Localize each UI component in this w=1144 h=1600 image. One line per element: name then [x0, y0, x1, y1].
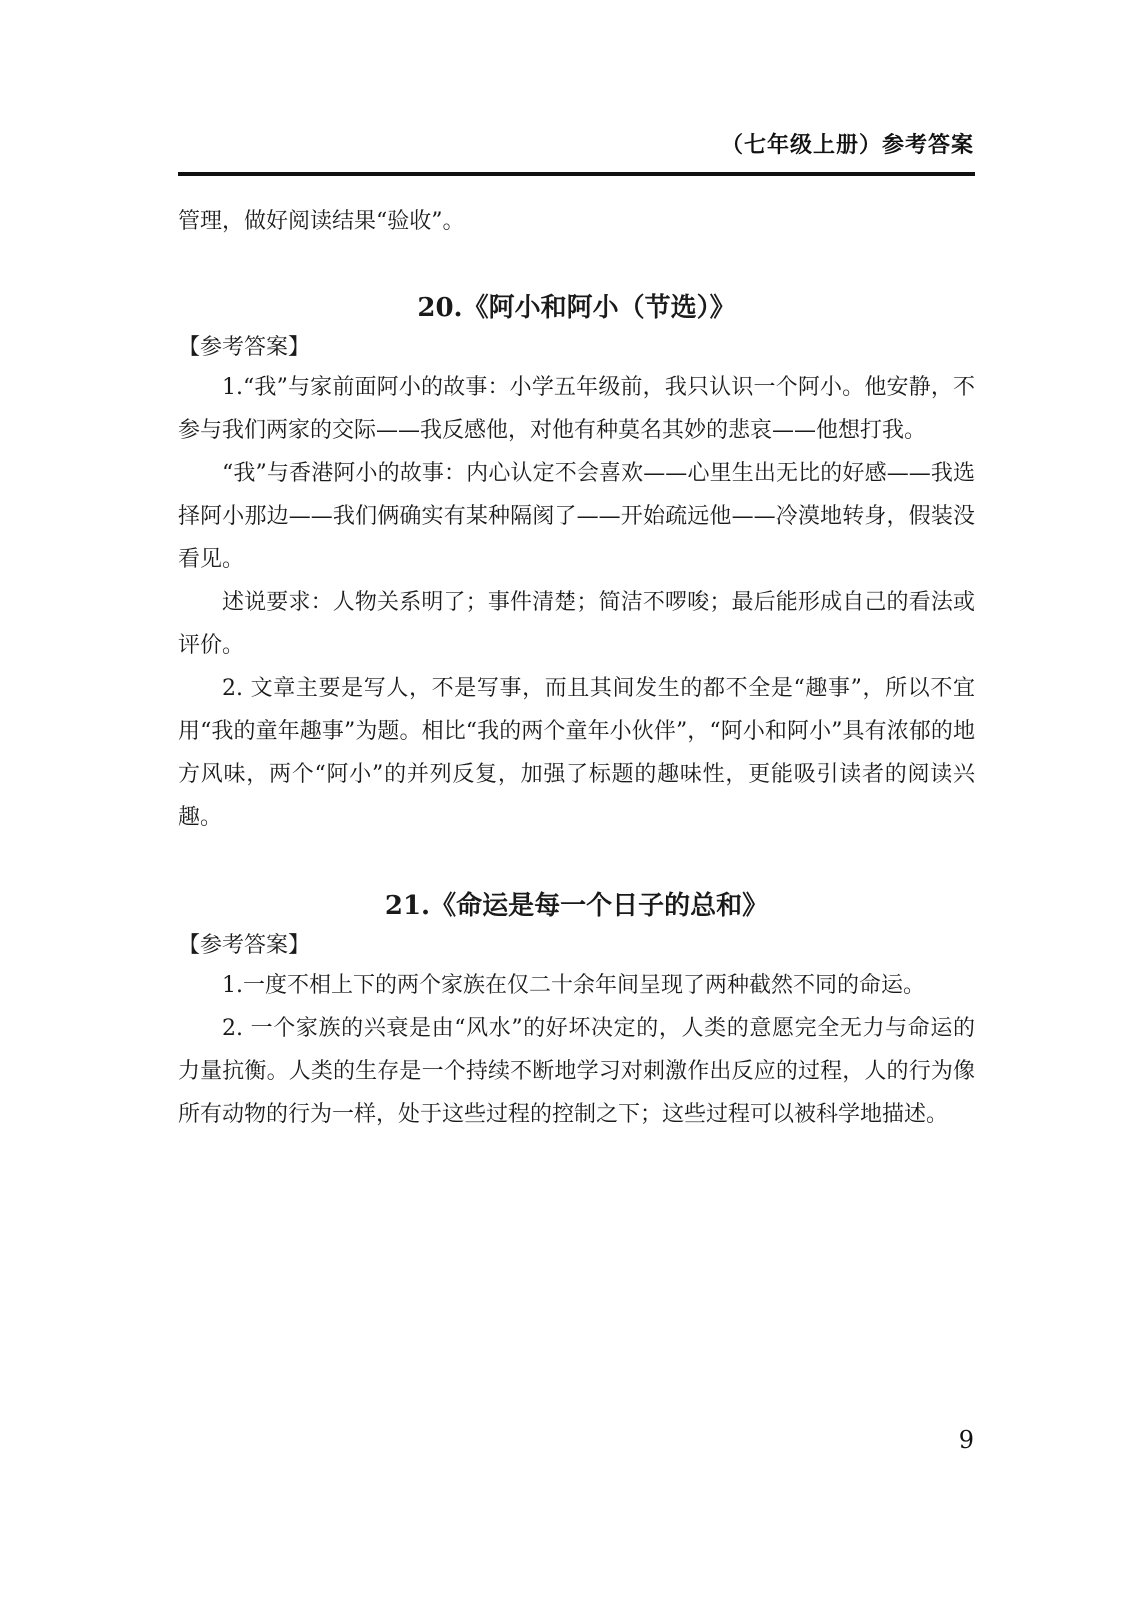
answer-paragraph: 述说要求：人物关系明了；事件清楚；简洁不啰唆；最后能形成自己的看法或评价。 [178, 590, 975, 658]
page-content [178, 200, 975, 1136]
answer-paragraph: “我”与香港阿小的故事：内心认定不会喜欢——心里生出无比的好感——我选择阿小那边——我们俩确实有某种隔阂了——开始疏远他——冷漠地转身，假装没看见。 [178, 461, 975, 572]
section-title: 21.《命运是每一个日子的总和》 [384, 891, 769, 921]
section-20 [178, 287, 975, 839]
section-title: 20.《阿小和阿小（节选）》 [417, 293, 736, 323]
answer-paragraph: 2. 文章主要是写人，不是写事，而且其间发生的都不全是“趣事”，所以不宜用“我的童年趣事”为题。相比“我的两个童年小伙伴”，“阿小和阿小”具有浓郁的地方风味，两个“阿小”的并列反复，加强了标题的趣味性，更能吸引读者的阅读兴趣。 [178, 676, 975, 830]
header-rule [178, 172, 975, 176]
answer-paragraph: 1.“我”与家前面阿小的故事：小学五年级前，我只认识一个阿小。他安静，不参与我们两家的交际——我反感他，对他有种莫名其妙的悲哀——他想打我。 [178, 375, 975, 443]
running-header: （七年级上册）参考答案 [720, 133, 974, 158]
answer-label: 【参考答案】 [178, 335, 311, 360]
answer-paragraph: 2. 一个家族的兴衰是由“风水”的好坏决定的，人类的意愿完全无力与命运的力量抗衡。人类的生存是一个持续不断地学习对刺激作出反应的过程，人的行为像所有动物的行为一样，处于这些过程的控制之下；这些过程可以被科学地描述。 [178, 1016, 975, 1127]
intro-paragraph: 管理，做好阅读结果“验收”。 [178, 209, 465, 234]
answer-paragraph: 1.一度不相上下的两个家族在仅二十余年间呈现了两种截然不同的命运。 [222, 973, 925, 998]
section-21 [178, 885, 975, 1136]
answer-label: 【参考答案】 [178, 933, 311, 958]
page-number: 9 [958, 1426, 974, 1454]
